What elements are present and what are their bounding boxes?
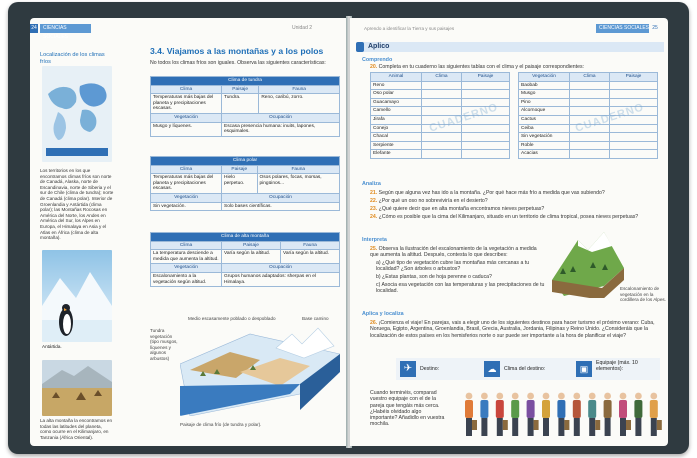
unit-label: Unidad 2 (292, 25, 313, 31)
col-header: Clima (151, 85, 222, 94)
col-header: Clima (151, 165, 222, 174)
blank-cell (461, 124, 509, 133)
blank-cell (461, 141, 509, 150)
section-analiza: Analiza (362, 181, 381, 187)
page-number-left: 24 (31, 25, 37, 31)
blank-cell (570, 141, 610, 150)
blank-cell (422, 141, 462, 150)
table-cell: Roble (519, 141, 570, 150)
col-header: Fauna (257, 165, 339, 174)
question-24 (370, 214, 660, 220)
blank-cell (422, 133, 462, 142)
blank-cell (570, 98, 610, 107)
table-cell: Acacias (519, 150, 570, 159)
aplico-marker (356, 42, 364, 52)
table-cell: Jirafa (371, 115, 422, 124)
blank-cell (609, 124, 657, 133)
blank-cell (609, 90, 657, 99)
travelers-illustration (458, 386, 662, 442)
table-cell: Camello (371, 107, 422, 116)
table-cell: Musgo (519, 90, 570, 99)
section-tab-right: CIENCIAS SOCIALES (596, 24, 649, 33)
penguin-caption: Antártida. (42, 344, 62, 349)
mountain-caption: Escalonamiento de vegetación en la cordillera de los Alpes. (620, 286, 666, 303)
question-20 (370, 64, 660, 70)
traveler-figure (527, 393, 539, 436)
traveler-figure (542, 393, 550, 436)
penguin-image (42, 250, 112, 342)
blank-cell (570, 133, 610, 142)
col-header: Vegetación (151, 193, 222, 202)
table-cell: Tundra. (222, 94, 259, 114)
col-header: Vegetación (151, 113, 222, 122)
table-cell: Ceiba (519, 124, 570, 133)
section-comprendo: Comprendo (362, 57, 393, 63)
table-cell: Oso polar (371, 90, 422, 99)
table-row (371, 133, 510, 142)
table-cell: Elefante (371, 150, 422, 159)
traveler-figure (557, 393, 569, 436)
blank-cell (422, 90, 462, 99)
blank-cell (609, 150, 657, 159)
col-header: Ocupación (222, 264, 340, 273)
question-text: Completa en tu cuaderno las siguientes tablas con el clima y el paisaje correspondientes: (378, 64, 584, 70)
question-text: ¿Por qué un oso no sobreviviría en el desierto? (378, 198, 488, 204)
table-cell: Alcornoque (519, 107, 570, 116)
section-tab-left: CIENCIAS SOCIALES (40, 24, 91, 33)
world-map-image (42, 66, 112, 162)
blank-cell (609, 81, 657, 90)
intro-text: No todos los climas fríos son iguales. Observa las siguientes características: (150, 60, 326, 66)
travel-destino: Destino: (420, 366, 440, 372)
question-text: Observa la ilustración del escalonamiento de la vegetación a medida que aumenta la altitud. Después, contesta lo que describes: (370, 246, 537, 259)
table-cell: Temperaturas más bajas del planeta y precipitaciones escasas. (151, 94, 222, 114)
traveler-figure (588, 393, 600, 436)
col-header: Ocupación (222, 113, 340, 122)
blank-cell (422, 150, 462, 159)
traveler-figure (573, 393, 581, 436)
question-text: ¿Cómo es posible que la cima del Kilimanjaro, situado en un territorio de clima tropical, posea nieves perpetuas? (378, 214, 639, 220)
question-number: 21. (370, 190, 378, 196)
table-cell: Guacamayo (371, 98, 422, 107)
vegetation-table (518, 72, 658, 159)
heading-number: 3.4. (150, 46, 165, 56)
heading-text: Viajamos a las montañas y a los polos (166, 46, 324, 56)
question-25 (370, 246, 546, 259)
col-header: Clima (570, 73, 610, 82)
col-header: Animal (371, 73, 422, 82)
blank-cell (570, 90, 610, 99)
aplico-title: Aplico (368, 43, 390, 50)
table-row (371, 81, 510, 90)
section-aplica: Aplica y localiza (362, 311, 404, 317)
polar-table (150, 156, 340, 211)
table-row (519, 141, 658, 150)
diagram-caption: Paisaje de clima frío (de tundra y polar). (180, 422, 262, 427)
table-cell: Escalonamiento a la vegetación según altitud. (151, 272, 222, 286)
table-cell: Sin vegetación (519, 133, 570, 142)
table-cell: Escasa presencia humana: inuits, lapones, esquimales. (222, 122, 340, 136)
table-cell: Reno (371, 81, 422, 90)
table-row (519, 133, 658, 142)
section-interpreta: Interpreta (362, 237, 387, 243)
traveler-figure (496, 393, 508, 436)
table-cell: Sin vegetación. (151, 202, 222, 211)
luggage-icon: ▣ (576, 361, 592, 377)
table-cell: Serpiente (371, 141, 422, 150)
diagram-label: Medio escasamente poblado o despoblado (188, 316, 276, 321)
page-number-right: 25 (652, 25, 658, 31)
col-header: Clima (422, 73, 462, 82)
aplico-bar (358, 42, 664, 52)
col-header: Fauna (281, 241, 340, 250)
blank-cell (422, 98, 462, 107)
blank-cell (461, 81, 509, 90)
question-number: 25. (370, 246, 378, 252)
question-number: 20. (370, 64, 378, 70)
blank-cell (461, 133, 509, 142)
table-cell: Varía según la altitud. (222, 250, 281, 264)
table-cell: Solo bases científicas. (222, 202, 340, 211)
table-cell: Varía según la altitud. (281, 250, 340, 264)
right-page (350, 18, 668, 446)
tundra-table (150, 76, 340, 137)
traveler-figure (604, 393, 612, 436)
table-title: Clima polar (151, 157, 340, 166)
sidebar-title: Localización de los climas fríos (40, 52, 105, 65)
question-text: ¡Comienza el viaje! En parejas, vais a elegir uno de los siguientes destinos para hacer turismo el próximo verano: Cuba, Noruega, Egipto, Argentina, Groenlandia, Brasil, Grecia, Australia, Jordania, Filipinas y Reino Unido. ¿Consideráis que la localización de estos países en los hemisferios norte o sur puede ser importante a la hora de planificar el viaje? (370, 320, 655, 339)
col-header: Paisaje (222, 165, 258, 174)
traveler-figure (465, 393, 477, 436)
col-header: Paisaje (222, 85, 259, 94)
table-cell: Reno, caribú, zorro. (259, 94, 340, 114)
breadcrumb: Aprendo a identificar la Tierra y sus paisajes (364, 26, 455, 31)
table-title: Clima de alta montaña (151, 233, 340, 242)
question-21 (370, 190, 660, 196)
table-cell: Conejo (371, 124, 422, 133)
blank-cell (461, 90, 509, 99)
savanna-image (42, 360, 112, 416)
table-row (519, 81, 658, 90)
blank-cell (609, 141, 657, 150)
table-cell: Musgo y líquenes. (151, 122, 222, 136)
mountain-vegetation-image (550, 228, 624, 298)
question-text: ¿Qué quiere decir que en alta montaña encontramos nieves perpetuas? (378, 206, 545, 212)
plane-icon: ✈ (400, 361, 416, 377)
q25-item: c) Asocia esa vegetación con las temperaturas y las precipitaciones de tu localidad. (376, 282, 545, 295)
traveler-figure (650, 393, 662, 436)
q25-item: b) ¿Estas plantas, son de hoja perenne o caduca? (376, 274, 492, 280)
table-row (371, 141, 510, 150)
mountain-table (150, 232, 340, 287)
question-number: 23. (370, 206, 378, 212)
table-cell: Baobab (519, 81, 570, 90)
table-cell: Cactus (519, 115, 570, 124)
traveler-figure (634, 393, 642, 436)
table-row (519, 150, 658, 159)
table-row (371, 150, 510, 159)
col-header: Vegetación (519, 73, 570, 82)
table-cell: Temperaturas más bajas del planeta y precipitaciones escasas. (151, 174, 222, 194)
weather-icon: ☁ (484, 361, 500, 377)
table-cell: Hielo perpetuo. (222, 174, 258, 194)
traveler-figure (619, 393, 631, 436)
sidebar-text: Los territorios en los que encontramos climas fríos son norte de Canadá, Alaska, norte de Escandinavia, norte de Siberia y el sur de Chile (clima de tundra); norte de Canadá (clima polar). Interior de Groenlandia y Antártida (clima polar); las Montañas Rocosas en América del Norte, los Andes en América del Sur, los Alpes en Europa, el Himalaya en Asia y el Atlas en África (clima de alta montaña). (40, 168, 114, 241)
blank-cell (570, 150, 610, 159)
table-cell: Pino (519, 98, 570, 107)
watermark: CUADERNO (427, 101, 500, 135)
diagram-label: Tundra vegetación (tipo musgos, líquenes y algunos arbustos) (150, 328, 178, 361)
question-text: Según que alguna vez has ido a la montaña. ¿Por qué hace más frío a medida que vas subiendo? (378, 190, 605, 196)
left-page (30, 18, 348, 446)
col-header: Paisaje (461, 73, 509, 82)
table-cell: Chacal (371, 133, 422, 142)
cold-landscape-diagram (180, 324, 340, 416)
col-header: Paisaje (609, 73, 657, 82)
col-header: Ocupación (222, 193, 340, 202)
question-26 (370, 320, 660, 339)
table-cell: La temperatura desciende a medida que aumenta la altitud. (151, 250, 222, 264)
col-header: Fauna (259, 85, 340, 94)
travel-clima: Clima del destino: (504, 366, 546, 372)
diagram-label: Base camino (302, 316, 329, 321)
table-title: Clima de tundra (151, 77, 340, 86)
page-title (150, 46, 346, 57)
question-number: 24. (370, 214, 378, 220)
table-cell: Osos polares, focas, morsas, pingüinos... (257, 174, 339, 194)
question-22 (370, 198, 660, 204)
question-number: 22. (370, 198, 378, 204)
col-header: Clima (151, 241, 222, 250)
q25-item: a) ¿Qué tipo de vegetación cubre las montañas más cercanas a tu localidad? ¿Son árboles o arbustos? (376, 260, 530, 273)
table-row (371, 90, 510, 99)
col-header: Vegetación (151, 264, 222, 273)
traveler-figure (480, 393, 488, 436)
closing-text: Cuando terminéis, comparad vuestro equipaje con el de la pareja que tengáis más cerca. ¿Habéis olvidado algo importante? Añadidlo en vuestra mochila. (370, 390, 445, 428)
blank-cell (422, 81, 462, 90)
col-header: Paisaje (222, 241, 281, 250)
table-row (519, 90, 658, 99)
question-number: 26. (370, 320, 378, 326)
travel-equipaje: Equipaje (máx. 10 elementos): (596, 360, 638, 373)
traveler-figure (511, 393, 519, 436)
blank-cell (461, 150, 509, 159)
blank-cell (570, 81, 610, 90)
blank-cell (609, 133, 657, 142)
table-cell: Grupos humanos adaptados: sherpas en el Himalaya. (222, 272, 340, 286)
watermark: CUADERNO (573, 101, 646, 135)
landscape-caption: La alta montaña la encontramos en todas las latitudes del planeta, como ocurre en el Kilimanjaro, en Tanzania (África Oriental). (40, 418, 113, 440)
question-23 (370, 206, 660, 212)
